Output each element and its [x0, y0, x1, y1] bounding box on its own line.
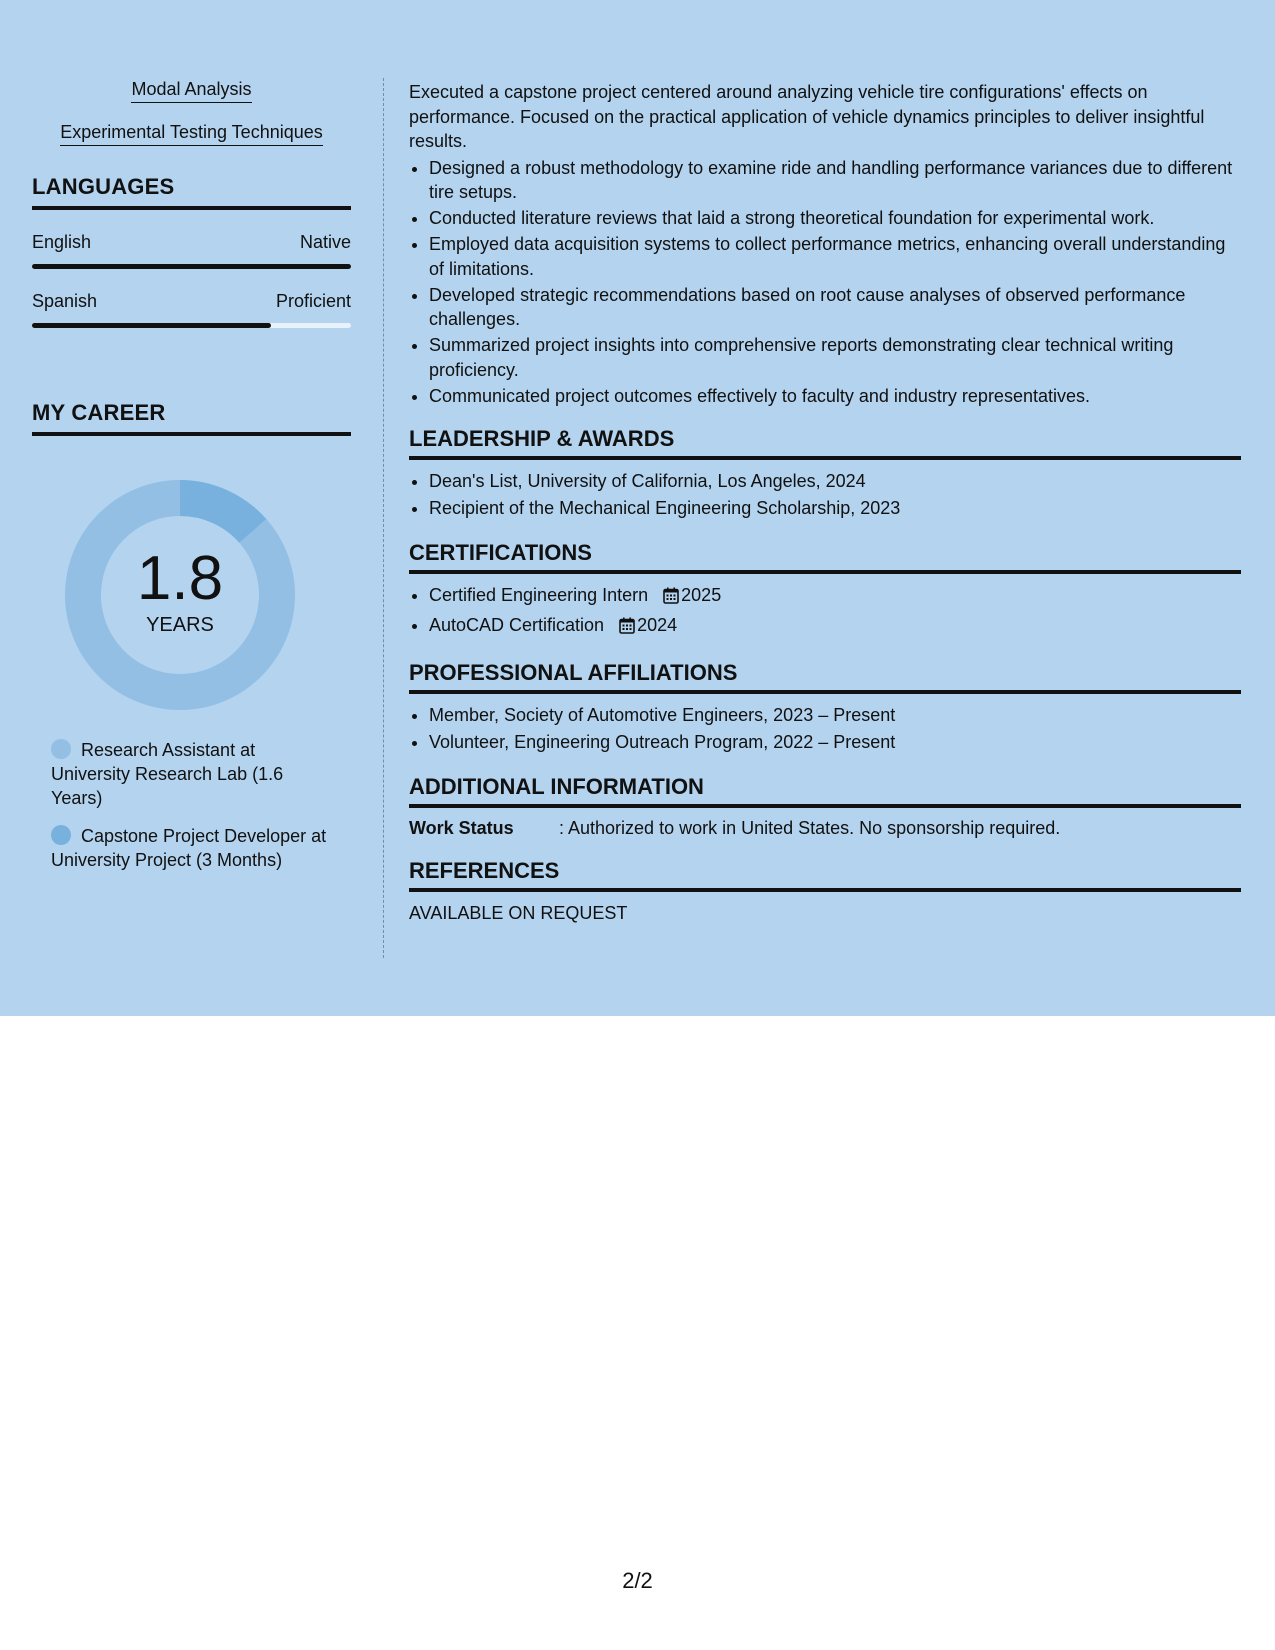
- legend-dot-icon: [51, 739, 71, 759]
- language-level: Native: [299, 232, 351, 252]
- work-status-value: : Authorized to work in United States. No sponsorship required.: [559, 818, 1061, 838]
- page-number: 2/2: [622, 1568, 653, 1593]
- language-name: Spanish: [32, 291, 98, 311]
- list-item: [429, 612, 1241, 642]
- certification-name: AutoCAD Certification: [429, 615, 605, 635]
- list-item: • Volunteer, Engineering Outreach Program, 2022 – Present: [429, 729, 1241, 756]
- language-proficiency-bar: [32, 264, 351, 269]
- project-bullets: [409, 156, 1241, 409]
- list-item: • Employed data acquisition systems to collect performance metrics, enhancing overall understanding of limitations.: [429, 232, 1241, 281]
- languages-section: [32, 174, 351, 328]
- column-divider: [383, 78, 384, 958]
- certification-year: 2025: [681, 585, 722, 605]
- list-item: • Summarized project insights into comprehensive reports demonstrating clear technical writing proficiency.: [429, 333, 1241, 382]
- list-item: • Communicated project outcomes effectively to faculty and industry representatives.: [429, 384, 1241, 409]
- career-heading: MY CAREER: [32, 400, 351, 436]
- certifications-list: [409, 582, 1241, 642]
- language-proficiency-fill: [32, 323, 271, 328]
- language-row: [32, 289, 351, 328]
- left-column: [32, 78, 351, 886]
- references-heading: REFERENCES: [409, 858, 1241, 892]
- right-column: [409, 80, 1241, 926]
- career-legend-item: Capstone Project Developer at University Project (3 Months): [51, 826, 327, 870]
- work-status-row: [409, 816, 1241, 840]
- skill-item: Experimental Testing Techniques: [32, 121, 351, 146]
- certification-year: 2024: [637, 615, 678, 635]
- career-legend: [51, 738, 331, 872]
- list-item: • Recipient of the Mechanical Engineering Scholarship, 2023: [429, 495, 1241, 522]
- language-proficiency-fill: [32, 264, 351, 269]
- career-section: [32, 400, 351, 872]
- language-level: Proficient: [275, 291, 351, 311]
- calendar-icon: [619, 615, 635, 642]
- career-total-unit: YEARS: [146, 614, 214, 636]
- list-item: • Conducted literature reviews that laid a strong theoretical foundation for experimental work.: [429, 206, 1241, 231]
- calendar-icon: [663, 585, 679, 612]
- references-text: AVAILABLE ON REQUEST: [409, 903, 628, 923]
- leadership-list: [409, 468, 1241, 522]
- list-item: • Designed a robust methodology to examine ride and handling performance variances due to different tire setups.: [429, 156, 1241, 205]
- language-proficiency-bar: [32, 323, 351, 328]
- skill-item: Modal Analysis: [32, 78, 351, 103]
- work-status-label: Work Status: [409, 818, 514, 838]
- career-donut-chart: [65, 480, 295, 710]
- language-name: English: [32, 232, 92, 252]
- legend-dot-icon: [51, 825, 71, 845]
- certification-name: Certified Engineering Intern: [429, 585, 649, 605]
- language-row: [32, 230, 351, 269]
- list-item: • Developed strategic recommendations based on root cause analyses of observed performance challenges.: [429, 283, 1241, 332]
- list-item: • Dean's List, University of California, Los Angeles, 2024: [429, 468, 1241, 495]
- project-intro: Executed a capstone project centered around analyzing vehicle tire configurations' effects on performance. Focused on the practical application of vehicle dynamics principles to deliver insightful results.: [409, 82, 1205, 151]
- languages-heading: LANGUAGES: [32, 174, 351, 210]
- career-total-years: 1.8: [136, 544, 224, 613]
- list-item: [429, 582, 1241, 612]
- list-item: • Member, Society of Automotive Engineers, 2023 – Present: [429, 702, 1241, 729]
- affiliations-list: [409, 702, 1241, 756]
- affiliations-heading: PROFESSIONAL AFFILIATIONS: [409, 660, 1241, 694]
- career-legend-item: Research Assistant at University Research Lab (1.6 Years): [51, 740, 284, 808]
- leadership-heading: LEADERSHIP & AWARDS: [409, 426, 1241, 460]
- certifications-heading: CERTIFICATIONS: [409, 540, 1241, 574]
- additional-info-heading: ADDITIONAL INFORMATION: [409, 774, 1241, 808]
